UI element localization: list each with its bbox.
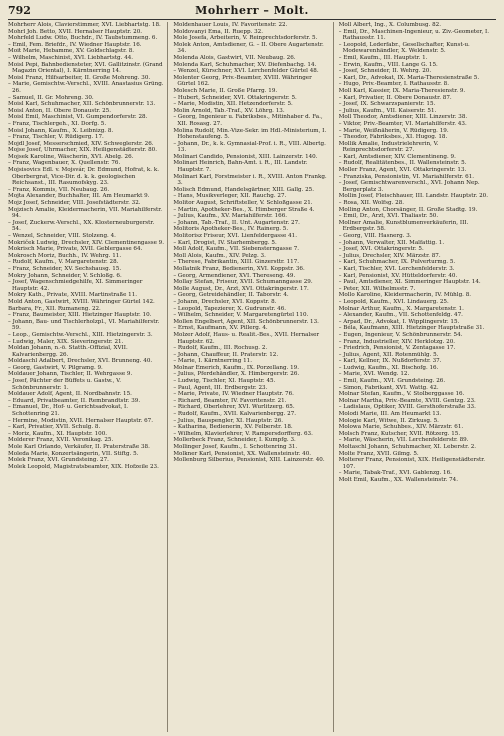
directory-entry: – Rudolf, Kaufm., III. Rochusg. 2. bbox=[173, 345, 268, 352]
directory-entry: – Georg, Ingenieur u. Fabriksbes., Mitinhaber d. Fa., XII. Rosasg. 27. bbox=[173, 114, 323, 127]
directory-entry: Moit Marie, Hebamme, XV. Goldschlagstr. 8. bbox=[8, 48, 135, 55]
directory-entry: Mojdl Josef, Messerschmied, XIV. Schweglerstr. 26. bbox=[8, 140, 154, 147]
directory-entry: Moisl Anton, II. Obere Donaustr. 25. bbox=[8, 107, 111, 114]
directory-entry: – Arpad, Dr., Advokat, I. Wipplingerstr. 15. bbox=[338, 318, 460, 325]
directory-entry: – Friedrich, Pensionist, V. Zentagasse 17. bbox=[338, 345, 456, 352]
directory-entry: – Josef, XVI. Ottakringerstr. 5. bbox=[338, 246, 424, 253]
directory-entry: – Wenzel, Schneider, VIII. Stolzeng. 4. bbox=[8, 233, 116, 239]
directory-entry: – Karl, Schuhmacher, IX. Pulverturmg. 5. bbox=[338, 259, 456, 266]
directory-entry: Mokriček Ludwig, Drechsler, XIV. Clementinengasse 9. bbox=[8, 239, 165, 246]
directory-entry: – Alexander, Kaufm., VII. Schottenfeldg. 47. bbox=[338, 312, 463, 319]
directory-entry: Moller Franz, Agent, XVI. Ottakringerstr. 13. bbox=[338, 167, 467, 174]
directory-entry: – Ladislaus, Optiker, XVIII. Gersthoferstraße 33. bbox=[338, 404, 476, 411]
directory-entry: – Julius, Bauspengler, XI. Hauptstr. 26. bbox=[173, 417, 284, 424]
directory-entry: Moll Albert, Ing., X. Columbusg. 82. bbox=[338, 22, 442, 28]
directory-entry: – Marie, Modistin, XII. Hetzendorferstr. 5. bbox=[173, 101, 293, 108]
directory-entry: Mohrl Joh. Betto, XVII. Hernalser Hauptstr. 20. bbox=[8, 28, 143, 35]
directory-entry: – Hugo, Priv.-Beamter, I. Rathausstr. 8. bbox=[338, 81, 450, 88]
directory-entry: – Hans, Musikverleger, XII. Rauchg. 27. bbox=[173, 193, 287, 200]
directory-entry: – Josef, Schneider, II. Wehrg. 20. bbox=[338, 68, 432, 75]
directory-entry: Molnar Stefan, Kaufm., V. Stolberggasse 16. bbox=[338, 391, 465, 398]
directory-entry: – Julius, Agent, XII. Rotenmühlg. 5. bbox=[338, 351, 439, 358]
directory-entry: Mollerbeck Franz, Schneider, I. Kumpfg. 3. bbox=[173, 437, 296, 444]
directory-entry: – Rudolf, Realitätenbes., II. Wallensteinstr. 5. bbox=[338, 160, 467, 167]
directory-entry: Mollen Engelbert, Agent, XII. Schönbrunnerstr. 13. bbox=[173, 318, 319, 325]
directory-entry: Mojzisch Amalie, Kleidermacherin, VII. Mariahilferstr. 94. bbox=[8, 206, 163, 220]
directory-entry: – Julius, Kaufm., XV. Mariahilferstr. 166. bbox=[173, 213, 288, 220]
directory-entry: Moisl Johann, Kaufm., X. Leibnizg. 8. bbox=[8, 127, 114, 134]
directory-entry: – Rudolf, Kaufm., XVII. Kalvarienbergg. 27. bbox=[173, 411, 297, 418]
directory-entry: – Josef, Gemischtwarenverschl., XVI. Johann Nep. Bergerplatz 3. bbox=[338, 180, 480, 193]
directory-entry: – Johann, Drechsler, XVI. Koppstr. 8. bbox=[173, 298, 277, 305]
directory-entry: – Karl, Dr., Advokat, IX. Maria-Theresienstraße 5. bbox=[338, 74, 480, 81]
directory-entry: – Franz, Schneider, XV. Sechshausg. 15. bbox=[8, 265, 122, 272]
directory-entry: – Georg, VIII. Hasnerg. 3. bbox=[338, 233, 412, 239]
directory-entry: – Marie, Weißnäherin, V. Rüdigerg. 19. bbox=[338, 127, 449, 134]
directory-entry: – Emil, Dr., Maschinen-Ingenieur, u. Ziv.-Geometer, I. Rathausstr. 11. bbox=[338, 28, 490, 42]
directory-entry: Mollik Amalie, Industrielehrerin, V. Reinprechtsdorferstr. 27. bbox=[338, 140, 439, 154]
directory-entry: – Emil, Fem. Briefdr., IV. Wiedner Hauptstr. 16. bbox=[8, 41, 142, 48]
directory-entry: – Peter, XII. Wilhelmsstr. 7. bbox=[338, 285, 416, 292]
directory-entry: – Ludwig, Kaufm., XI. Bischofg. 16. bbox=[338, 364, 439, 371]
directory-entry: Molderer Franz, XVII. Veronikag. 25. bbox=[8, 437, 114, 444]
directory-entry: Moldauer Adolf, Agent, II. Nordbahnstr. 15. bbox=[8, 391, 132, 398]
directory-entry: – Julius, Kaufm., VII. Kaiserstr. 51. bbox=[338, 107, 437, 114]
directory-entry: – Martin, Apotheker-Bes., X. Himberger Straße 4. bbox=[173, 206, 315, 213]
directory-entry: – Johann, Dr., k. k. Gymnasial-Prof. i. R., VIII. Albertg. 13. bbox=[173, 140, 326, 154]
directory-entry: Mojsek Karoline, Wäscherin, XVI. Abelg. 26. bbox=[8, 153, 134, 160]
directory-entry: – Erwin, Kaufm., VIII. Lange G. 15. bbox=[338, 61, 438, 68]
page-header bbox=[8, 4, 496, 18]
directory-entry: – Karl, Amtsdiener, XIV. Clementineng. 9. bbox=[338, 153, 456, 160]
directory-entry: Mollin Josef, Fleischhauer, III. Landstr. Hauptstr. 20. bbox=[338, 193, 488, 200]
directory-entry: Moisl Franz, Hilfsarbeiter, II. Große Mohreng. 30. bbox=[8, 74, 151, 81]
directory-entry: Mold Anton, Gastwirt, XVIII. Währinger Gürtel 142. bbox=[8, 298, 155, 305]
directory-entry: – Karl, Privatier, XVII. Schulg. 8. bbox=[8, 424, 101, 431]
directory-entry: – Wilhelm, Schneider, V. Margaretengürtel 110. bbox=[173, 312, 309, 319]
directory-entry: Molitorisz Friseur, XVI. Lienfeldergasse 41. bbox=[173, 233, 297, 239]
directory-entry: Molle August, Dr., Arzt, XVI. Ottakringerstr. 17. bbox=[173, 285, 309, 292]
directory-entry: – Marie, Tabak-Traf., XVI. Gablenzg. 16. bbox=[338, 470, 452, 477]
directory-entry: – Emanuel, Dr., Hof- u. Gerichtsadvokat, I. Schottenring 21. bbox=[8, 404, 129, 418]
column-1 bbox=[8, 22, 168, 732]
running-head: Mohrherr – Molt. bbox=[195, 4, 309, 17]
directory-entry: – Georg, Getreidehändler, II. Taborstr. 4. bbox=[173, 292, 289, 299]
directory-entry: Molitor August, Schriftsteller, V. Schloßgasse 21. bbox=[173, 200, 313, 207]
directory-entry: – Leop., Gemischtw.-Verschl., XIII. Hietzingerstr. 3. bbox=[8, 331, 153, 338]
directory-entry: – Johann, Tab.-Traf., II. Unt. Augartenstr. 27. bbox=[173, 219, 300, 226]
directory-entry: Moltaschl Johann, Schuhmacher, XI. Leberstr. 2. bbox=[338, 444, 477, 450]
directory-entry: – Rudolf, Kaufm., V. Margaretenstr. 28. bbox=[8, 259, 119, 266]
directory-entry: Molisch Edmund, Handelsgärtner, XIII. Gallg. 25. bbox=[173, 186, 315, 193]
directory-entry: – Josef, IX. Schwarzspanierstr. 15. bbox=[338, 101, 436, 108]
directory-entry: Moll Alois, Kaufm., XIV. Pelzg. 3. bbox=[173, 252, 266, 259]
directory-entry: – Ernst, Kaufmann, XV. Pillerg. 4. bbox=[173, 325, 268, 332]
directory-entry: Molenda Karl, Schuhmacher, XV. Diefenbachg. 14. bbox=[173, 61, 317, 68]
directory-entry: Molzer Adolf, Haus- u. Realit.-Bes., XVII. Hernalser Hauptstr. 62. bbox=[173, 331, 320, 345]
directory-entry: Mokry Kath., Private, XVIII. Martinstraße 11. bbox=[8, 292, 138, 299]
directory-entry: – Leopold, Tapezierer, X. Gudrunstr. 46. bbox=[173, 305, 287, 312]
directory-entry: – Paul, Amtsdiener, XI. Simmeringer Hauptstr. 14. bbox=[338, 279, 481, 286]
directory-entry: Moisl Karl, Schuhmacher, XII. Schönbrunnerstr. 13. bbox=[8, 101, 156, 108]
directory-entry: – Ludwig, Tischler, XI. Hauptstr. 45. bbox=[173, 378, 276, 385]
directory-entry: Moll Theodor, Amtsdiener, XIII. Linzerstr. 38. bbox=[338, 114, 468, 121]
directory-entry: Molinari Candido, Pensionist, XIII. Lainzerstr. 140. bbox=[173, 153, 318, 160]
directory-entry: Barbara, Fr., XII. Rumaneng. 22. bbox=[8, 305, 101, 312]
directory-entry: – Johann, Bau- und Tischlerholzpl., VI. Mariahilferstr. 59. bbox=[8, 318, 160, 332]
directory-entry: – Marie, Wäscherin, VII. Lerchenfelderstr. 89. bbox=[338, 437, 469, 444]
directory-entry: Mojz Josef, Schneider, VIII. Josefstädterstr. 32. bbox=[8, 200, 141, 207]
directory-entry: Mokrosch Moriz, Buchh., IV. Wehrg. 11. bbox=[8, 252, 122, 259]
directory-entry: – Georg, Gastwirt, V. Pilgramg. 9. bbox=[8, 364, 103, 371]
directory-entry: Mohrfeld Ludw. Otto, Buchdr., IV. Taubstummeng. 6. bbox=[8, 35, 158, 42]
directory-entry: Molte Franz, XVII. Gilmg. 5. bbox=[338, 450, 419, 457]
directory-entry: – Franz, Baumeister, XIII. Hietzinger Hauptstr. 10. bbox=[8, 312, 152, 319]
directory-entry: Molinari Heinrich, Bahn-Amt. i. R., III. Landstr. Hauptstr. 7. bbox=[173, 160, 308, 174]
directory-entry: – Marie, Private, IV. Wiedner Hauptstr. 76. bbox=[173, 391, 294, 398]
directory-entry: Molnar Martha, Priv.-Beamte, XVIII. Gentzg. 23. bbox=[338, 397, 476, 404]
directory-entry: Molodi Marie, III. Am Heumarkt 13. bbox=[338, 411, 442, 418]
directory-entry: – Julius, Drechsler, XIV. Märzstr. 87. bbox=[338, 252, 441, 259]
directory-entry: Molenda Alois, Gastwirt, VII. Neubaug. 26. bbox=[173, 54, 296, 61]
directory-entry: – Béla, Kaufmann, XIII. Hietzinger Hauptstraße 31. bbox=[338, 325, 485, 332]
directory-entry: Mohrherr Alois, Clavierstimmer, XVI. Liebhartstg. 18. bbox=[8, 22, 161, 28]
directory-entry: Mole Josefa, Arbeiterin, V. Reinprechtsdorferstr. 5. bbox=[173, 35, 318, 42]
directory-entry: Molek Franz, XVI. Grundsteing. 27. bbox=[8, 457, 109, 464]
directory-entry: – Karl, Kellner, IX. Nußdorferstr. 37. bbox=[338, 358, 442, 365]
directory-entry: Mokry Johann, Schneider, V. Schloßg. 6. bbox=[8, 272, 122, 279]
directory-entry: – Leopold, Kaufm., XVI. Lindauerg. 25. bbox=[338, 298, 449, 305]
directory-entry: – Julius, Pferdehändler, X. Himbergerstr. 26. bbox=[173, 371, 300, 378]
directory-entry: Molt Emil, Kaufm., XX. Wallensteinstr. 74. bbox=[338, 476, 458, 483]
directory-entry: Moldaschl Adalbert, Drechsler, XVI. Brunneng. 40. bbox=[8, 358, 153, 365]
directory-entry: – Wilhelm, Klavierlehrer, V. Rampersdorfferg. 63. bbox=[173, 430, 313, 437]
directory-entry: Moll Karl, Kassier, IX. Maria-Theresienstr. 9. bbox=[338, 87, 466, 94]
directory-entry: – Johann, Verwalter, XII. Malfattig. 1. bbox=[338, 239, 445, 246]
directory-entry: Moldan Johann, n.-ö. Statth.-Offizial, XVII. Kalvarienbergg. 26. bbox=[8, 345, 128, 358]
directory-entry: – Karl, Privatier, II. Obere Donaustr. 87. bbox=[338, 94, 452, 101]
directory-entry: Mologie Karl, Witwe, II. Zirkusg. 5. bbox=[338, 417, 439, 424]
directory-entry: – Richard, Oberlehrer, XVI. Wurlitzerg. 65. bbox=[173, 404, 295, 411]
directory-entry: Mollner Amalie, Kunstblumenverkäuferin, III. Erdbergstr. 58. bbox=[338, 219, 469, 233]
directory-entry: – Simon, Fabrikant, XVI. Wattg. 42. bbox=[338, 384, 439, 391]
directory-entry: Molesch Marie, II. Große Pfarrg. 19. bbox=[173, 87, 278, 94]
directory-entry: Moldovanyi Ema, II. Ruepp. 32. bbox=[173, 28, 263, 35]
directory-entry: – Josef, Pächter der Büffets u. Gastw., V. Schönbrunnerstr. 1. bbox=[8, 378, 122, 391]
directory-entry: – Marie, XVI. Wendg. 12. bbox=[338, 371, 410, 378]
directory-entry: – Karl, Drogist, IV. Starhembergg. 5. bbox=[173, 239, 277, 246]
directory-entry: – Richard, Beamter, IV. Favoritenstr. 21. bbox=[173, 397, 287, 404]
directory-entry: – Karl, Tischler, XVI. Lerchenfelderstr. 3. bbox=[338, 265, 455, 272]
directory-entry: Moldauer Johann, Tischler, II. Wehrgasse 9. bbox=[8, 371, 133, 378]
directory-entry: – Franziska, Pensionistin, VI. Mariahilferstr. 61. bbox=[338, 173, 475, 180]
directory-entry: – Franz, Kommis, VII. Neubaug. 26. bbox=[8, 186, 110, 193]
directory-entry: – Josef, Wagenschmiedgehilfe, XI. Simmeringer Hauptstr. 42. bbox=[8, 279, 143, 292]
directory-entry: Molling Anton, Chorsänger, II. Große Stadtg. 19. bbox=[338, 206, 478, 213]
directory-entry: Mollenburg Silberius, Pensionist, XIII. Lainzerstr. 40. bbox=[173, 457, 325, 464]
directory-entry: Moll Adolf, Kaufm., VII. Siebensterngasse 7. bbox=[173, 246, 300, 253]
directory-entry: Molsch Franz, Kutscher, XVII. Rötzerg. 15. bbox=[338, 430, 461, 437]
directory-entry: – Marie, I. Kärntnerring 11. bbox=[173, 358, 253, 365]
directory-entry: Mollinger Josef, Kaufm., I. Schottenring 31. bbox=[173, 444, 298, 450]
directory-entry: – Georg, Armendiener, XVI. Thereseng. 49. bbox=[173, 272, 296, 279]
directory-entry: Molterer Franz, Pensionist, XIX. Heiligenstädterstr. 107. bbox=[338, 457, 486, 470]
directory-entry: Mojta Alexander, Buchhalter, III. Am Heumarkt 9. bbox=[8, 193, 150, 200]
directory-entry: Molina Rudolf, Min.-Vize-Sekr. im Hdl.-Ministerium, I. Hohenstaufeng. 5. bbox=[173, 127, 327, 141]
directory-entry: – Franz, Tischlergeh., XI. Dorfg. 5. bbox=[8, 120, 107, 127]
directory-entry: – Hubert, Schneider, XVI. Ottakringerstr. 5. bbox=[173, 94, 297, 101]
directory-entry: Molek Leopold, Magistratsbeamter, XIX. Hofzeile 23. bbox=[8, 463, 159, 470]
directory-entry: – Emil, Kaufm., XVI. Grundsteing. 26. bbox=[338, 378, 446, 385]
directory-entry: Mollatnik Franz, Bedienerin, XVI. Koppstr. 36. bbox=[173, 265, 305, 272]
directory-entry: – Katharina, Bedienerin, XV. Felberstr. 18. bbox=[173, 424, 293, 431]
directory-entry: Molitoris Apotheker-Bes., IV. Rainerg. 5. bbox=[173, 226, 289, 233]
directory-entry: – Emil, Dr., Arzt, XVI. Thaliastr. 50. bbox=[338, 213, 439, 220]
directory-entry: – Paul, Agent, III. Erdbergstr. 23. bbox=[173, 384, 268, 391]
directory-entry: – Eduard, Privatbeamter, II. Rembrandtstr. 39. bbox=[8, 397, 141, 404]
directory-entry: – Wenzel, Kürschner, XVI. Lerchenfelder Gürtel 48. bbox=[173, 68, 319, 75]
column-2 bbox=[173, 22, 333, 732]
directory-entry: – Franz, Wagenbauer, X. Quellenstr. 76. bbox=[8, 160, 121, 167]
directory-entry: Mojsisovics Edl. v. Mojsvár, Dr. Edmund, Hofrat, k. k. Oberbergrat, Vice-Dir. d. k. k. geologischen Reichsanst., III. Rasumofskyg. 23. bbox=[8, 167, 159, 187]
directory-entry: – Leopold, Lederfabr., Gesellschafter, Kunst-u. Modewarenhändler, X. Weldenstr. 5. bbox=[338, 41, 470, 55]
directory-entry: – Moriz, Kaufm., XI. Hauptstr. 100. bbox=[8, 430, 108, 437]
directory-entry: Mollay Stefan, Friseur, XVII. Schumanngasse 29. bbox=[173, 279, 313, 286]
directory-entry: Moisl Emil, Maschinist, VI. Gumpendorferstr. 28. bbox=[8, 114, 148, 121]
directory-entry: – Therese, Fabrikantin, XIII. Ginzersttr. 117. bbox=[173, 259, 300, 266]
directory-entry: Molkner Karl, Pensionist, XX. Wallensteinstr. 40. bbox=[173, 450, 312, 457]
directory-entry: Mokrisch Marie, Private, XVII. Geblergasse 64. bbox=[8, 246, 143, 253]
directory-entry: – Franz, Industrieller, XIV. Herklotzg. 20. bbox=[338, 338, 456, 345]
directory-entry: Molinari Karl, Forstmeister i. R., XVIII. Anton Frankg. 3. bbox=[173, 173, 327, 187]
directory-entry: Molowa Marie, Schuhbes., XIV. Märzstr. 61. bbox=[338, 424, 464, 431]
directory-entry: Molenter Georg, Priv.-Beamter, XVIII. Währinger Gürtel 162. bbox=[173, 74, 312, 88]
directory-entry: – Eugen, Ingenieur, V. Schönbrunnerstr. 54. bbox=[338, 331, 463, 338]
page-number: 792 bbox=[8, 4, 31, 17]
directory-entry: Molek Anton, Amtsdiener, G. – II. Obere Augartenstr. 34. bbox=[173, 41, 324, 55]
directory-entry: – Ludwig, Maler, XIX. Sieveringerstr. 21. bbox=[8, 338, 124, 345]
directory-entry: Moleda Marie, Konzertsängerin, VII. Stiftg. 5. bbox=[8, 450, 139, 457]
directory-entry: Molnar Emerich, Kaufm., IX. Porzellang. 19. bbox=[173, 364, 300, 371]
directory-entry: Molin Arnold, Tab.-Traf., XV. Löhrg. 13. bbox=[173, 107, 285, 114]
directory-entry: – Hermine, Modistin, XVII. Hernalser Hauptstr. 67. bbox=[8, 417, 154, 424]
column-3 bbox=[339, 22, 498, 732]
directory-entry: Mole Karl Orlando, Verkäufer, II. Praterstraße 38. bbox=[8, 444, 150, 450]
directory-entry: – Karl, Pensionist, XV. Hütteldorferstr. 40. bbox=[338, 272, 458, 279]
header-rule bbox=[8, 19, 496, 20]
directory-entry: Mollo Karoline, Kleidermacherin, IV. Mühlg. 8. bbox=[338, 292, 472, 299]
directory-entry: Molnar Arthur, Kaufm., X. Margaretenstr. 1. bbox=[338, 305, 464, 312]
directory-entry: – Samuel, II. Gr. Mohreng. 30. bbox=[8, 94, 94, 101]
directory-entry: – Emil, Kaufm., III. Hauptstr. 1. bbox=[338, 54, 428, 61]
directory-entry: – Viktor, Priv.-Beamter, VI. Mariahilferstr. 43. bbox=[338, 120, 467, 127]
directory-entry: – Johann, Chauffeur, II. Praterstr. 12. bbox=[173, 351, 279, 358]
directory-entry: – Marie, Gemischtw.-Verschl., XVIII. Anastasius Grüng. 26. bbox=[8, 81, 164, 94]
directory-entry: – Franz, Tischler, V. Rüdigerg. 17. bbox=[8, 134, 104, 141]
directory-entry: – Josef, Zuckerw.-Verschl., XX. Klosterneuburgerstr. 54. bbox=[8, 219, 155, 233]
directory-entry: – Theodor, Fabriksbes., XI. Hugog. 18. bbox=[338, 134, 448, 141]
directory-entry: Moisl Pepi, Bahnbediensteter, XVI. Gallitzinstr. (Grand Magazin Oriental), I. Kärntnerring 14. bbox=[8, 61, 163, 75]
directory-entry: – Rosa, XII. Wolfsg. 28. bbox=[338, 200, 405, 207]
directory-entry: Mojse Josef, Uhrmacher, XIX. Heiligenstädterstr. 80. bbox=[8, 147, 157, 154]
directory-entry: Moldenhauer Louis, IV. Favoritenstr. 22. bbox=[173, 22, 288, 28]
columns-container bbox=[8, 22, 498, 732]
directory-entry: – Wilhelm, Maschinist, XVI. Liebhartstg. 44. bbox=[8, 54, 134, 61]
